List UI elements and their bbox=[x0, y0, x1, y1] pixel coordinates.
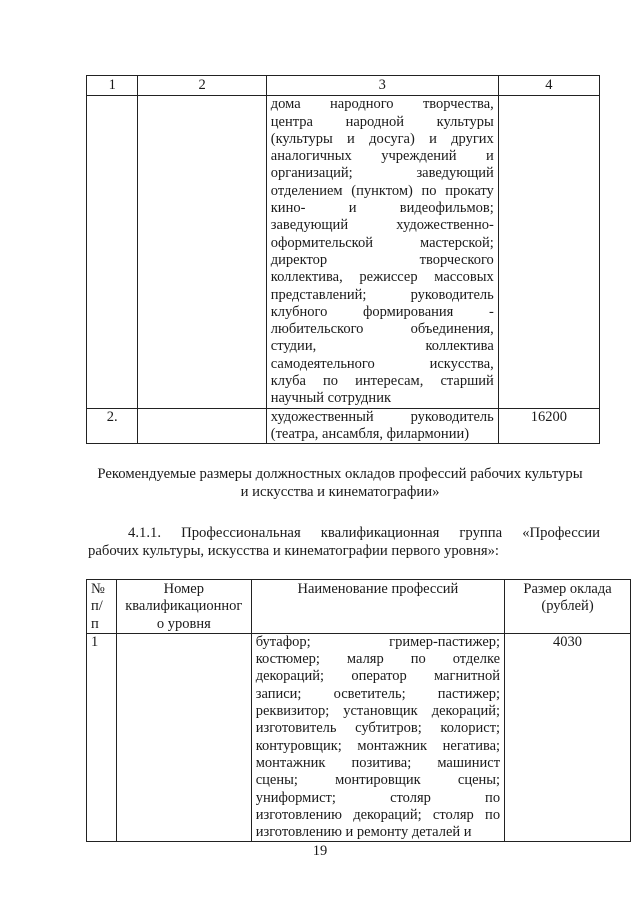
table-header-row bbox=[87, 76, 600, 96]
salary-cell: 4030 bbox=[505, 633, 631, 842]
text-line: дома народного творчества, bbox=[270, 96, 494, 113]
text-line: (культуры и досуга) и других bbox=[270, 130, 494, 147]
text-line: контуровщик; монтажник негатива; bbox=[255, 737, 501, 754]
section-title-line: и искусства и кинематографии» bbox=[240, 484, 440, 500]
header-line: квалификационног bbox=[125, 598, 243, 615]
row-number-cell: 1 bbox=[87, 633, 117, 842]
text-line: центра народной культуры bbox=[270, 113, 494, 130]
level-cell bbox=[116, 633, 251, 842]
text-line: реквизитор; установщик декораций; bbox=[255, 703, 501, 720]
professions-cell bbox=[251, 633, 504, 842]
text-line: самодеятельного искусства, bbox=[270, 355, 494, 372]
level-cell bbox=[138, 408, 266, 444]
text-line: студии, коллектива bbox=[270, 338, 494, 355]
text-line: заведующий художественно- bbox=[270, 217, 494, 234]
paragraph-line: рабочих культуры, искусства и кинематографии первого уровня»: bbox=[88, 543, 500, 559]
header-line: о уровня bbox=[156, 615, 211, 632]
text-line: костюмер; маляр по отделке bbox=[255, 651, 501, 668]
header-line: (рублей) bbox=[541, 598, 594, 615]
page-number: 19 bbox=[312, 843, 328, 859]
column-number-4: 4 bbox=[498, 76, 599, 96]
header-salary bbox=[505, 580, 631, 634]
positions-cell bbox=[266, 408, 498, 444]
header-line: Номер bbox=[163, 581, 204, 597]
salary-cell bbox=[498, 96, 599, 408]
text-line: директор творческого bbox=[270, 251, 494, 268]
table-row bbox=[87, 408, 600, 444]
header-line: Размер оклада bbox=[523, 581, 612, 597]
table-row bbox=[87, 633, 631, 842]
position-line: (театра, ансамбля, филармонии) bbox=[270, 425, 470, 442]
table-row bbox=[87, 96, 600, 408]
salary-table-continued bbox=[86, 75, 600, 444]
text-line: организаций; заведующий bbox=[270, 165, 494, 182]
text-line: декораций; оператор магнитной bbox=[255, 668, 501, 685]
column-number-1: 1 bbox=[87, 76, 138, 96]
text-line: любительского объединения, bbox=[270, 321, 494, 338]
text-line: отделением (пунктом) по прокату bbox=[270, 182, 494, 199]
header-number bbox=[87, 580, 117, 634]
text-line: изготовлению и ремонту деталей и bbox=[255, 824, 472, 841]
column-number-3: 3 bbox=[266, 76, 498, 96]
text-line: клубного формирования - bbox=[270, 303, 494, 320]
column-number-2: 2 bbox=[138, 76, 266, 96]
text-line: аналогичных учреждений и bbox=[270, 148, 494, 165]
text-line: изготовлению декораций; столяр по bbox=[255, 806, 501, 823]
paragraph-line: 4.1.1. Профессиональная квалификационная группа «Профессии bbox=[128, 525, 600, 541]
text-line: записи; осветитель; пастижер; bbox=[255, 685, 501, 702]
row-number-cell bbox=[87, 96, 138, 408]
position-line: художественный руководитель bbox=[270, 408, 494, 425]
text-line: кино- и видеофильмов; bbox=[270, 200, 494, 217]
level-cell bbox=[138, 96, 266, 408]
text-line: бутафор; гример-пастижер; bbox=[255, 633, 501, 650]
text-line: коллектива, режиссер массовых bbox=[270, 269, 494, 286]
text-line: клуба по интересам, старший bbox=[270, 373, 494, 390]
header-line: п bbox=[91, 615, 99, 632]
header-profession-name: Наименование профессий bbox=[251, 580, 504, 634]
text-line: оформительской мастерской; bbox=[270, 234, 494, 251]
text-line: униформист; столяр по bbox=[255, 789, 501, 806]
header-line: № bbox=[91, 581, 105, 597]
text-line: сцены; монтировщик сцены; bbox=[255, 772, 501, 789]
text-line: изготовитель субтитров; колорист; bbox=[255, 720, 501, 737]
text-line: представлений; руководитель bbox=[270, 286, 494, 303]
qualification-group-paragraph bbox=[88, 524, 600, 560]
salary-cell: 16200 bbox=[498, 408, 599, 444]
header-level bbox=[116, 580, 251, 634]
text-line: научный сотрудник bbox=[270, 390, 391, 407]
section-title-line: Рекомендуемые размеры должностных окладов профессий рабочих культуры bbox=[97, 466, 583, 482]
text-line: монтажник позитива; машинист bbox=[255, 754, 501, 771]
header-line: п/ bbox=[91, 598, 103, 615]
table-header-row bbox=[87, 580, 631, 634]
professions-salary-table bbox=[86, 579, 631, 842]
section-title bbox=[80, 465, 600, 501]
row-number-cell: 2. bbox=[87, 408, 138, 444]
positions-cell bbox=[266, 96, 498, 408]
